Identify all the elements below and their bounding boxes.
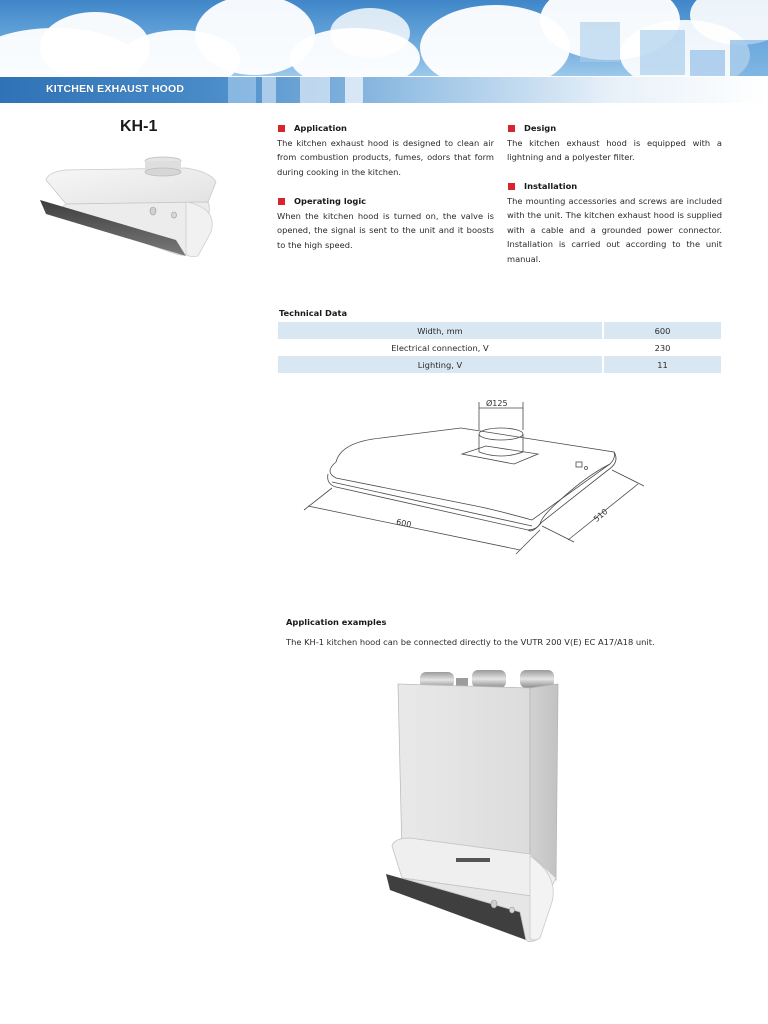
installation-heading: Installation [524, 181, 578, 191]
bullet-square [508, 183, 515, 190]
technical-data-table [278, 322, 721, 373]
table-cell-param: Width, mm [278, 322, 604, 339]
installation-block [507, 179, 722, 267]
design-text: The kitchen exhaust hood is equipped with a lightning and a polyester filter. [507, 137, 722, 163]
application-examples-title: Application examples [286, 617, 387, 627]
table-row [278, 322, 721, 339]
sky-banner [0, 0, 768, 76]
model-title: KH-1 [120, 118, 158, 135]
table-cell-value: 230 [654, 342, 671, 353]
depth-label: 510 [591, 507, 610, 524]
operating-logic-heading: Operating logic [294, 196, 367, 206]
table-row [278, 339, 721, 356]
application-text: The kitchen exhaust hood is designed to clean air from combustion products, fumes, odors that form during cooking in the kitchen. [277, 137, 494, 177]
section-title: KITCHEN EXHAUST HOOD [46, 83, 185, 95]
diameter-label: Ø125 [486, 399, 508, 408]
table-cell-param: Electrical connection, V [278, 339, 604, 356]
application-heading: Application [294, 123, 347, 133]
table-cell-param: Lighting, V [278, 356, 604, 373]
unit-with-hood-image [380, 668, 570, 944]
width-label: 600 [395, 517, 413, 530]
installation-text: The mounting accessories and screws are included with the unit. The kitchen exhaust hood is supplied with a cable and a grounded power connector. Installation is carried out according to the unit manual. [507, 195, 722, 264]
table-row [278, 356, 721, 373]
design-heading: Design [524, 123, 557, 133]
operating-logic-block [277, 194, 494, 252]
bullet-square [508, 125, 515, 132]
table-cell-value: 600 [654, 325, 671, 336]
dimension-drawing [296, 392, 656, 562]
design-block [507, 121, 722, 165]
bullet-square [278, 125, 285, 132]
table-cell-value: 11 [657, 359, 668, 370]
kitchen-hood-image [36, 152, 226, 262]
technical-data-title: Technical Data [279, 308, 348, 318]
operating-logic-text: When the kitchen hood is turned on, the valve is opened, the signal is sent to the unit and it boosts to the high speed. [277, 210, 494, 250]
application-block [277, 121, 494, 179]
application-examples-text: The KH-1 kitchen hood can be connected directly to the VUTR 200 V(E) EC A17/A18 unit. [286, 637, 655, 647]
section-band [0, 77, 768, 103]
bullet-square [278, 198, 285, 205]
